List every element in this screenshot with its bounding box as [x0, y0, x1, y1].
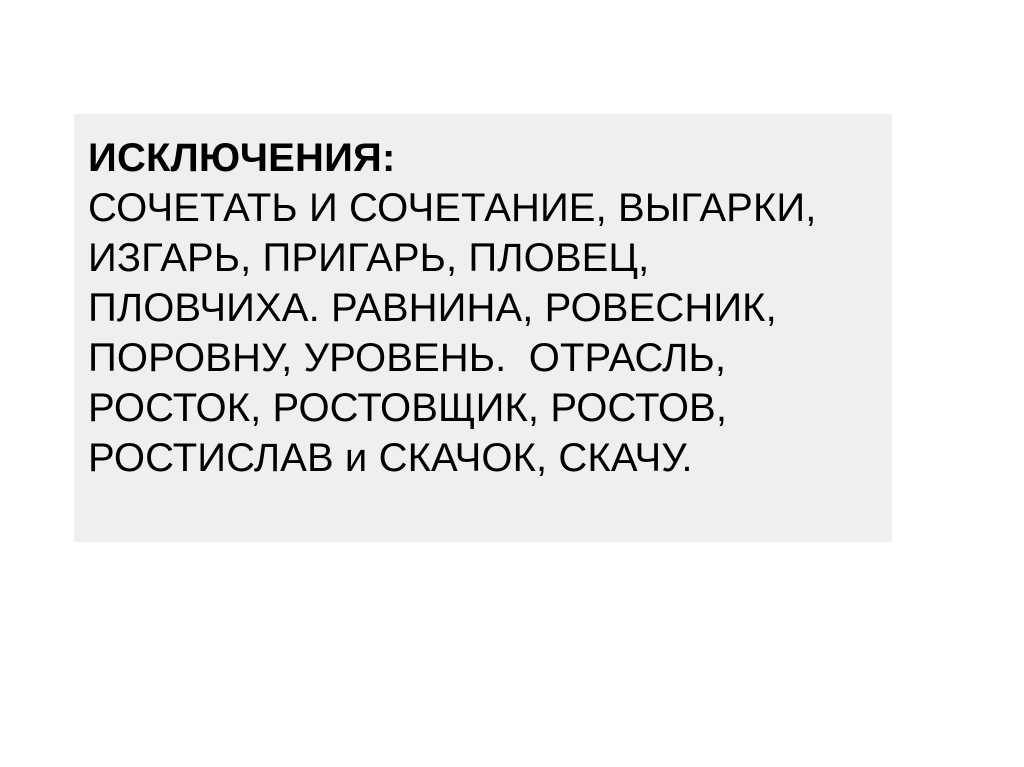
- exceptions-heading: ИСКЛЮЧЕНИЯ:: [88, 136, 396, 180]
- exceptions-word-list: СОЧЕТАТЬ И СОЧЕТАНИЕ, ВЫГАРКИ, ИЗГАРЬ, ПРИГАРЬ, ПЛОВЕЦ, ПЛОВЧИХА. РАВНИНА, РОВЕСНИК, ПОРОВНУ, УРОВЕНЬ. ОТРАСЛЬ, РОСТОК, РОСТОВЩИК, РОСТОВ, РОСТИСЛАВ и СКАЧОК, СКАЧУ.: [88, 185, 828, 480]
- content-panel: [74, 114, 892, 542]
